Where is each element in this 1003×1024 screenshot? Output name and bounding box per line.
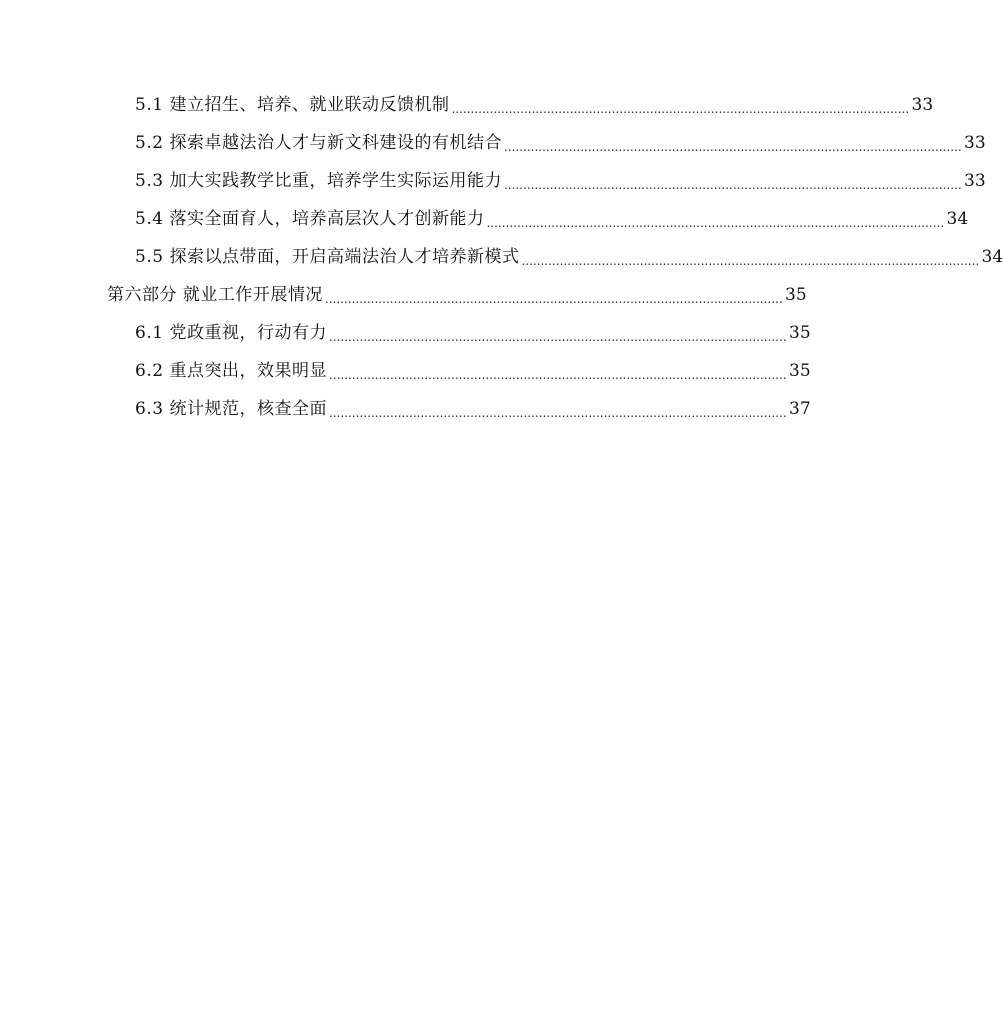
toc-entry-5-5[interactable] [0, 238, 1003, 276]
toc-entry-title: 5.5 探索以点带面，开启高端法治人才培养新模式 [135, 247, 520, 267]
toc-dot-leader: ........................................................................................................................ [486, 216, 945, 230]
toc-dot-leader: ........................................................................................................................ [521, 254, 980, 268]
toc-entry-title: 5.4 落实全面育人，培养高层次人才创新能力 [135, 209, 485, 229]
toc-entry-title: 第六部分 就业工作开展情况 [107, 285, 323, 305]
toc-page-number: 34 [946, 209, 969, 229]
toc-entry-title: 6.2 重点突出，效果明显 [135, 361, 327, 381]
toc-dot-leader: ........................................................................................................................ [451, 102, 910, 116]
toc-page-number: 34 [981, 247, 1003, 267]
table-of-contents [0, 86, 1003, 428]
toc-entry-6-1[interactable] [0, 314, 811, 352]
toc-entry-5-1[interactable] [0, 86, 934, 124]
toc-dot-leader: ........................................................................................................................ [503, 140, 962, 154]
toc-entry-title: 6.1 党政重视，行动有力 [135, 323, 327, 343]
toc-dot-leader: ........................................................................................................................ [328, 368, 787, 382]
toc-entry-6-3[interactable] [0, 390, 811, 428]
toc-page-number: 37 [789, 399, 811, 419]
toc-entry-6-2[interactable] [0, 352, 811, 390]
toc-entry-5-4[interactable] [0, 200, 969, 238]
toc-page-number: 33 [964, 133, 986, 153]
toc-page-number: 35 [785, 285, 807, 305]
toc-page-number: 35 [789, 361, 811, 381]
toc-dot-leader: ........................................................................................................................ [328, 330, 787, 344]
toc-entry-5-3[interactable] [0, 162, 986, 200]
toc-dot-leader: ........................................................................................................................ [324, 292, 783, 306]
toc-entry-title: 5.3 加大实践教学比重，培养学生实际运用能力 [135, 171, 502, 191]
toc-entry-part-6[interactable] [0, 276, 807, 314]
toc-page-number: 33 [964, 171, 986, 191]
toc-entry-title: 5.2 探索卓越法治人才与新文科建设的有机结合 [135, 133, 502, 153]
toc-entry-title: 6.3 统计规范，核查全面 [135, 399, 327, 419]
toc-entry-5-2[interactable] [0, 124, 986, 162]
toc-page-number: 35 [789, 323, 811, 343]
toc-dot-leader: ........................................................................................................................ [503, 178, 962, 192]
toc-dot-leader: ........................................................................................................................ [328, 406, 787, 420]
toc-page-number: 33 [911, 95, 934, 115]
toc-entry-title: 5.1 建立招生、培养、就业联动反馈机制 [135, 95, 450, 115]
